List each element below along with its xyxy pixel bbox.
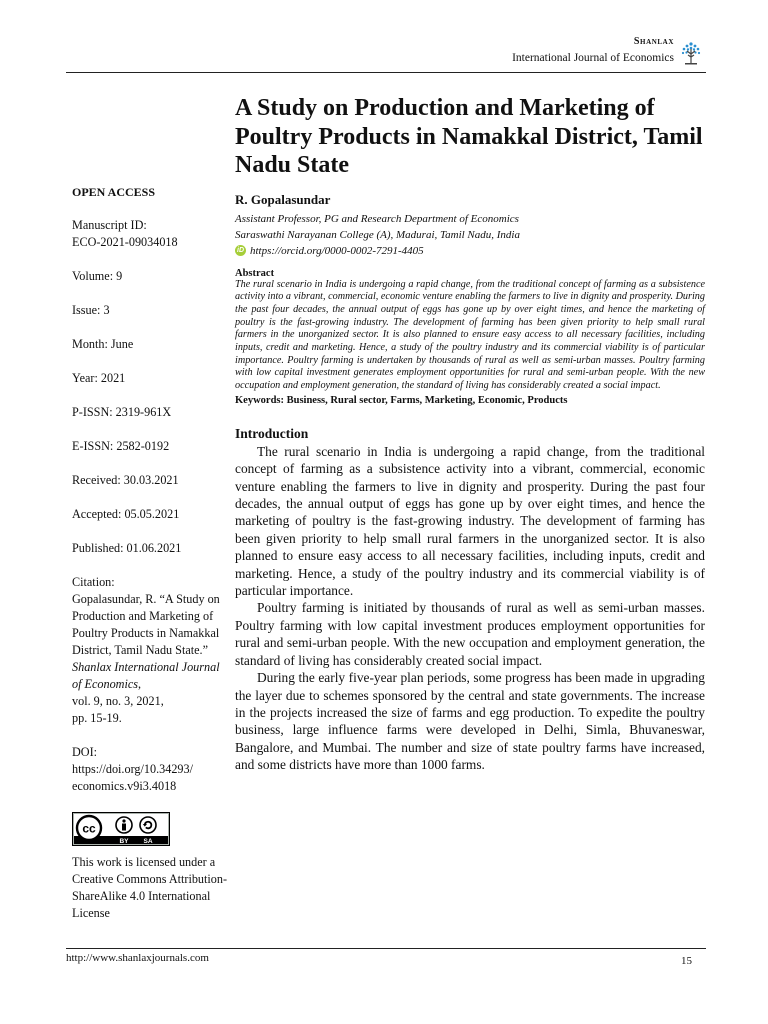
license-text: This work is licensed under a Creative Commons Attribution-ShareAlike 4.0 International License [72, 855, 228, 920]
citation-volume: vol. 9, no. 3, 2021, [72, 694, 164, 708]
accepted-date: Accepted: 05.05.2021 [72, 507, 180, 521]
article-main [235, 94, 705, 774]
tree-logo-icon [678, 38, 704, 68]
citation-text: Gopalasundar, R. “A Study on Production and Marketing of Poultry Products in Namakkal District, Tamil Nadu State.” [72, 592, 220, 657]
open-access-label: OPEN ACCESS [72, 185, 156, 199]
article-metadata-sidebar [72, 184, 232, 922]
doi-link[interactable]: https://doi.org/10.34293/ economics.v9i3.4018 [72, 762, 193, 793]
publisher-brand: Shanlax [633, 36, 674, 47]
p-issn: P-ISSN: 2319-961X [72, 405, 172, 419]
year: Year: 2021 [72, 371, 126, 385]
svg-text:BY: BY [119, 838, 129, 845]
keywords-line [235, 395, 705, 406]
abstract-heading: Abstract [235, 267, 275, 279]
author-affiliation-1: Assistant Professor, PG and Research Department of Economics [235, 212, 519, 225]
citation-block [72, 574, 232, 727]
author-name: R. Gopalasundar [235, 191, 331, 207]
doi-label: DOI: [72, 745, 98, 759]
orcid-icon: iD [237, 247, 244, 254]
page-header [66, 32, 706, 73]
journal-website-link[interactable]: http://www.shanlaxjournals.com [66, 952, 209, 964]
keywords-label: Keywords: [235, 394, 284, 406]
received-date: Received: 30.03.2021 [72, 473, 179, 487]
intro-paragraph-1: The rural scenario in India is undergoing a rapid change, from the traditional concept of farming as a subsistence activity into a vibrant, commercial, economic venture enabling the farmers to live in dignity and prosperity. During the past four decades, the annual output of eggs has gone up by over eight times, and hence the marketing of poultry is the fast-growing industry. The development of farming has been given priority to help small rural farmers in the unorganized sector. It is also planned to ensure easy access to all necessary facilities, including inputs, credit and marketing. Hence, a study of the poultry industry and its commercial viability is of particular importance. [235, 443, 705, 599]
journal-name: International Journal of Economics [512, 52, 674, 64]
published-date: Published: 01.06.2021 [72, 541, 182, 555]
e-issn: E-ISSN: 2582-0192 [72, 439, 170, 453]
svg-text:cc: cc [82, 821, 96, 836]
abstract-text: The rural scenario in India is undergoing a rapid change, from the traditional concept of farming as a subsistence activity into a vibrant, commercial, economic venture enabling the farmers to live in dignity and prosperity. During the past four decades, the annual output of eggs has gone up by over eight times, and hence the marketing of poultry is the fast-growing industry. The development of farming has been given priority to help small rural farmers in the unorganized sector. It is also planned to ensure easy access to all necessary facilities, including inputs, credit and marketing. Hence, a study of the poultry industry and its commercial viability is of particular importance. Poultry farming is undertaken by thousands of rural as well as semi-urban masses. Poultry farming with low capital investment generates employment opportunities for rural and semi-urban people. With the new occupation and employment generation, the standard of living has considerably created a social impact. [235, 278, 705, 392]
manuscript-id: Manuscript ID: ECO-2021-09034018 [72, 218, 178, 249]
issue: Issue: 3 [72, 303, 110, 317]
citation-pages: pp. 15-19. [72, 711, 122, 725]
svg-text:SA: SA [143, 838, 153, 845]
month: Month: June [72, 337, 134, 351]
page-number: 15 [681, 955, 692, 967]
citation-journal: Shanlax International Journal of Economics, [72, 660, 220, 691]
orcid-row [235, 243, 705, 259]
author-affiliation-2: Saraswathi Narayanan College (A), Madurai, Tamil Nadu, India [235, 228, 520, 241]
intro-paragraph-2: Poultry farming is initiated by thousands of rural as well as semi-urban masses. Poultry farming with low capital investment produces employment opportunities for rural and semi-urban people. With the new occupation and employment generation, the standard of living has considerably created social impact. [235, 600, 705, 668]
keywords-list: Business, Rural sector, Farms, Marketing, Economic, Products [286, 394, 568, 406]
orcid-link[interactable]: https://orcid.org/0000-0002-7291-4405 [250, 244, 424, 257]
cc-by-sa-license-icon[interactable] [72, 812, 170, 846]
page-footer [66, 948, 706, 972]
article-title: A Study on Production and Marketing of Poultry Products in Namakkal District, Tamil Nadu State [235, 95, 703, 178]
citation-label: Citation: [72, 575, 115, 589]
intro-paragraph-3: During the early five-year plan periods, some progress has been made in upgrading the layer due to schemes sponsored by the central and state governments. The increase in the projects increased the size of farms and egg production. To expedite the poultry business, large influence farms were developed in Delhi, Simla, Bhuvaneswar, Bangalore, and Mumbai. The number and size of state poultry farms have increased, and some districts have more than 1000 farms. [235, 670, 705, 773]
introduction-heading: Introduction [235, 425, 309, 441]
volume: Volume: 9 [72, 269, 123, 283]
doi-block [72, 744, 232, 795]
